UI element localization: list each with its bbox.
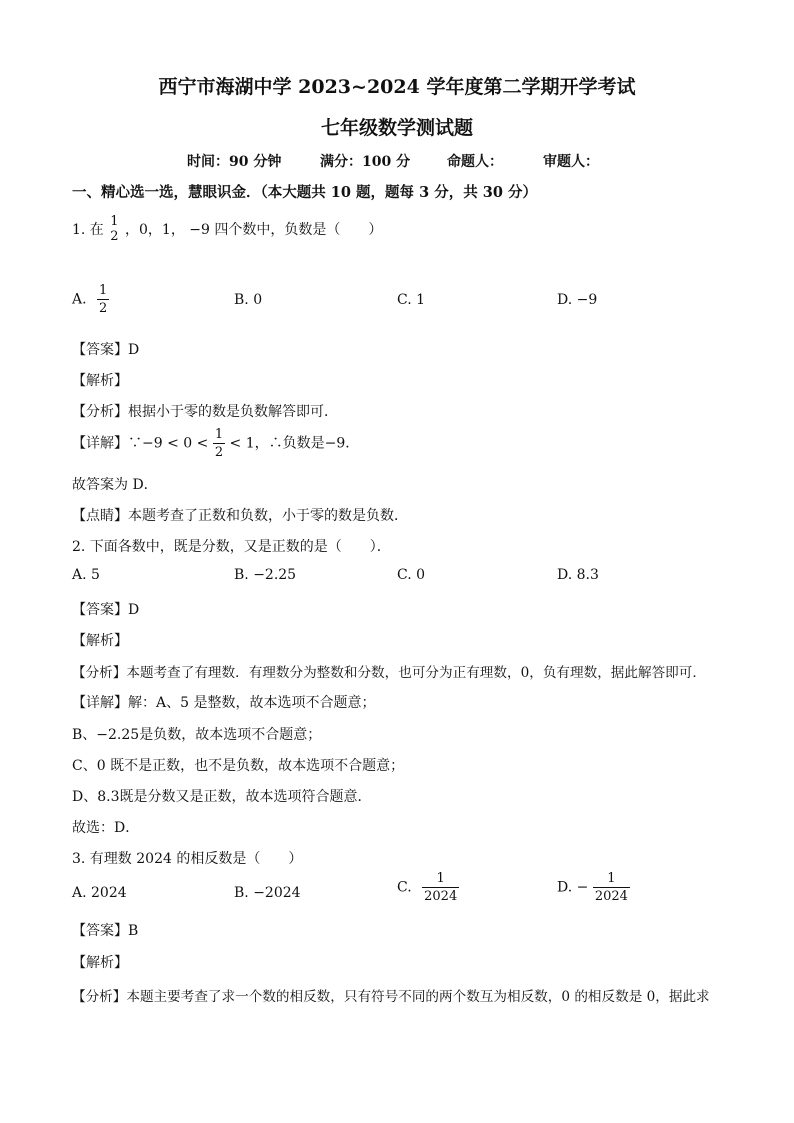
q2-line-c: C、0 既不是正数，也不是负数，故本选项不合题意； (72, 758, 405, 774)
q1-jiexi: 【解析】 (72, 373, 128, 389)
q1-neg: −9 (189, 222, 210, 238)
question-3-stem: 3. 有理数 2024 的相反数是（ ） (72, 851, 303, 867)
q1-remark: 【点睛】本题考查了正数和负数，小于零的数是负数． (72, 508, 408, 524)
q2-line-d: D、8.3既是分数又是正数，故本选项符合题意． (72, 789, 372, 805)
exam-author: 命题人： (447, 154, 503, 170)
exam-title: 西宁市海湖中学 2023~2024 学年度第二学期开学考试 (158, 76, 636, 98)
q1-option-d: D. −9 (557, 292, 598, 308)
q3-option-c: C. $\frac{1}{2024}$ (397, 871, 458, 904)
q2-analysis: 【分析】本题考查了有理数．有理数分为整数和分数，也可分为正有理数，0，负有理数，据此解答即可． (72, 665, 706, 681)
q3-option-a: A. 2024 (72, 885, 127, 901)
q2-jiexi: 【解析】 (72, 633, 128, 649)
exam-time: 时间：90 分钟 (187, 154, 282, 170)
q3-analysis: 【分析】本题主要考查了求一个数的相反数，只有符号不同的两个数互为相反数，0 的相反数是 0，据此求 (72, 989, 710, 1005)
q1-analysis: 【分析】根据小于零的数是负数解答即可． (72, 404, 338, 420)
q1-prefix: 1. 在 (72, 222, 104, 238)
q2-option-c: C. 0 (397, 567, 426, 583)
q1-fraction: 1 2 (110, 214, 119, 244)
q2-conclusion: 故选：D． (72, 820, 140, 836)
q2-option-b: B. −2.25 (234, 567, 297, 583)
q2-line-b: B、−2.25是负数，故本选项不合题意； (72, 727, 322, 743)
q1-middle: ，0，1， (125, 222, 185, 238)
q1-answer: 【答案】D (72, 342, 140, 358)
q1-option-c: C. 1 (397, 292, 426, 308)
q1-conclusion: 故答案为 D． (72, 477, 158, 493)
q1-option-a: A. $\frac{1}{2}$ (72, 283, 108, 316)
exam-reviewer: 审题人： (543, 154, 599, 170)
question-2-stem: 2. 下面各数中，既是分数，又是正数的是（ ）． (72, 539, 391, 555)
q1-option-a-fraction: $\frac{1}{2}$ (99, 283, 108, 316)
q1-detail: 【详解】∵−9 < 0 < $\frac{1}{2}$ < 1，∴负数是−9． (72, 427, 360, 460)
exam-score: 满分：100 分 (320, 154, 411, 170)
q3-answer: 【答案】B (72, 923, 139, 939)
q1-detail-fraction: $\frac{1}{2}$ (214, 427, 224, 460)
q3-jiexi: 【解析】 (72, 955, 128, 971)
q2-detail: 【详解】解：A、5 是整数，故本选项不合题意； (72, 695, 376, 711)
q3-option-b: B. −2024 (234, 885, 301, 901)
q3-option-d: D. − $\frac{1}{2024}$ (557, 871, 628, 904)
q1-suffix: 四个数中，负数是（ ） (214, 222, 383, 238)
exam-subtitle: 七年级数学测试题 (320, 117, 473, 139)
question-1-stem (72, 215, 382, 245)
q3-option-c-fraction: $\frac{1}{2024}$ (424, 871, 458, 904)
q2-answer: 【答案】D (72, 602, 140, 618)
q3-option-d-fraction: $\frac{1}{2024}$ (594, 871, 628, 904)
q1-option-b: B. 0 (234, 292, 263, 308)
q2-option-d: D. 8.3 (557, 567, 599, 583)
q2-option-a: A. 5 (72, 567, 100, 583)
section-heading: 一、精心选一选，慧眼识金．（本大题共 10 题，题每 3 分，共 30 分） (72, 184, 537, 201)
